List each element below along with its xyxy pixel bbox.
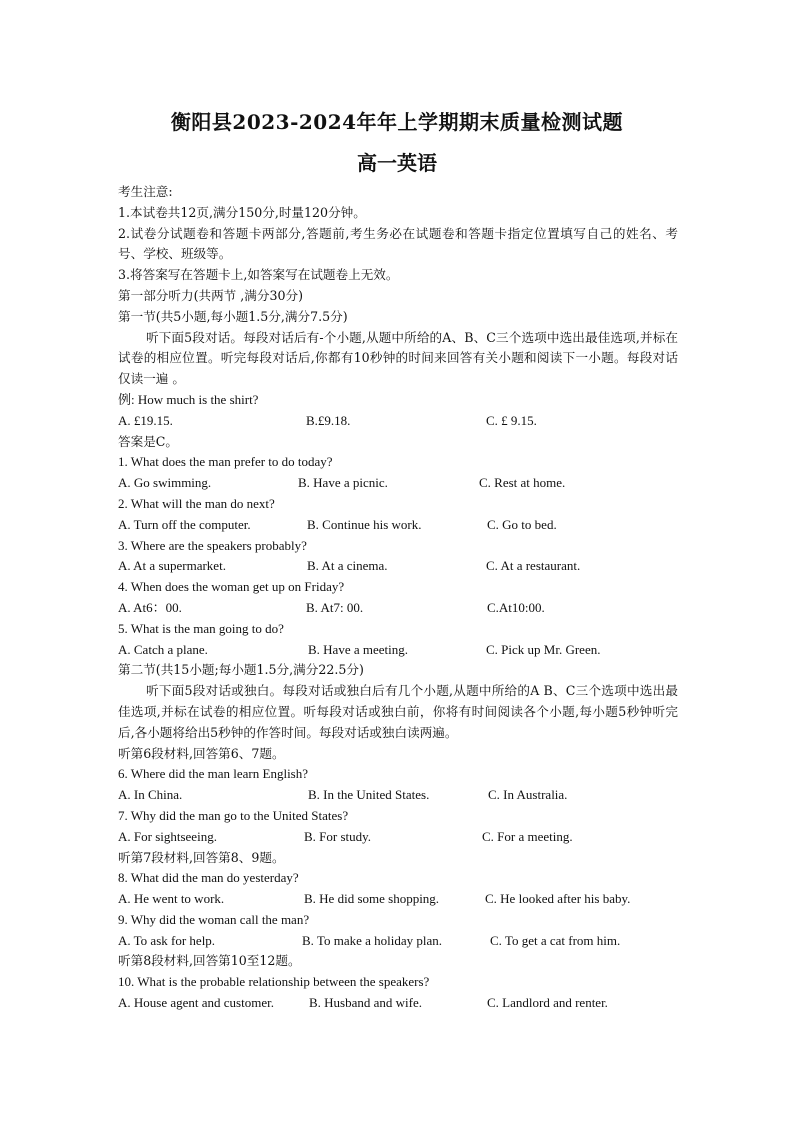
question-options [118, 931, 678, 952]
question-options [118, 515, 678, 536]
option-b: B. Have a meeting. [308, 641, 408, 657]
section1-instructions: 听下面5段对话。每段对话后有-个小题,从题中所给的A、B、C三个选项中选出最佳选项,并标在试卷的相应位置。听完每段对话后,你都有10秒钟的时间来回答有关小题和阅读下一小题。每段对话仅读一遍 。 [118, 329, 678, 387]
question-options [118, 640, 678, 661]
exam-subject: 高一英语 [357, 151, 437, 175]
section2-heading: 第二节(共15小题;每小题1.5分,满分22.5分) [118, 662, 364, 678]
option-b: B. Continue his work. [307, 516, 422, 532]
question-text: 10. What is the probable relationship between the speakers? [118, 974, 430, 990]
option-b: B. At a cinema. [307, 558, 388, 574]
example-answer: 答案是C。 [118, 433, 179, 449]
question-text: 1. What does the man prefer to do today? [118, 454, 333, 470]
question-options [118, 993, 678, 1014]
option-a: A. At6：00. [118, 599, 182, 615]
option-c: C. At a restaurant. [486, 558, 581, 574]
group-label: 听第6段材料,回答第6、7题。 [118, 745, 285, 761]
option-a: A. For sightseeing. [118, 828, 217, 844]
question-options [118, 827, 678, 848]
section2-instructions: 听下面5段对话或独白。每段对话或独白后有几个小题,从题中所给的A B、C三个选项中选出最佳选项,并标在试卷的相应位置。听每段对话或独白前，你将有时间阅读各个小题,每小题5秒钟听完后,各小题将给出5秒钟的作答时间。每段对话或独白读两遍。 [118, 683, 678, 740]
option-c: C.At10:00. [487, 599, 545, 615]
notice-item: 1.本试卷共12页,满分150分,时量120分钟。 [118, 204, 366, 220]
question-options [118, 785, 678, 806]
option-c: C. For a meeting. [482, 828, 573, 844]
notice-heading: 考生注意: [118, 184, 173, 199]
option-c: C. Rest at home. [479, 475, 566, 491]
question-text: 6. Where did the man learn English? [118, 766, 309, 782]
option-b: B. In the United States. [308, 787, 430, 803]
group-label: 听第7段材料,回答第8、9题。 [118, 849, 285, 865]
option-b: B. He did some shopping. [304, 891, 440, 907]
question-text: 7. Why did the man go to the United States? [118, 807, 349, 823]
notice-item: 3.将答案写在答题卡上,如答案写在试题卷上无效。 [118, 267, 399, 283]
option-a: A. £19.15. [118, 412, 173, 428]
question-options [118, 556, 678, 577]
question-text: 8. What did the man do yesterday? [118, 870, 299, 886]
question-text: 4. When does the woman get up on Friday? [118, 579, 345, 595]
option-b: B. To make a holiday plan. [302, 932, 443, 948]
option-c: C. Landlord and renter. [487, 995, 608, 1011]
question-options [118, 889, 678, 910]
option-a: A. Catch a plane. [118, 641, 208, 657]
question-text: 5. What is the man going to do? [118, 620, 284, 636]
option-c: C. Go to bed. [487, 516, 557, 532]
exam-title: 衡阳县2023-2024年年上学期期末质量检测试题 [170, 110, 624, 134]
question-options [118, 598, 678, 619]
example-question: 例: How much is the shirt? [118, 391, 259, 407]
option-b: B. At7: 00. [306, 599, 364, 615]
section1-heading: 第一节(共5小题,每小题1.5分,满分7.5分) [118, 308, 348, 324]
option-a: A. House agent and customer. [118, 995, 274, 1011]
option-c: C. Pick up Mr. Green. [486, 641, 601, 657]
option-c: C. He looked after his baby. [485, 891, 631, 907]
option-a: A. Turn off the computer. [118, 516, 251, 532]
option-c: C. In Australia. [488, 787, 568, 803]
option-a: A. At a supermarket. [118, 558, 226, 574]
option-b: B. For study. [304, 828, 372, 844]
option-a: A. Go swimming. [118, 475, 212, 491]
question-options [118, 473, 678, 494]
group-label: 听第8段材料,回答第10至12题。 [118, 953, 301, 969]
option-a: A. In China. [118, 787, 183, 803]
option-c: C. £ 9.15. [486, 412, 537, 428]
option-a: A. He went to work. [118, 891, 225, 907]
example-options [118, 411, 678, 432]
option-b: B. Have a picnic. [298, 475, 388, 491]
part1-heading: 第一部分听力(共两节 ,满分30分) [118, 287, 303, 303]
option-b: B.£9.18. [306, 412, 351, 428]
question-text: 9. Why did the woman call the man? [118, 911, 310, 927]
question-text: 2. What will the man do next? [118, 495, 275, 511]
option-c: C. To get a cat from him. [490, 932, 621, 948]
notice-item: 2.试卷分试题卷和答题卡两部分,答题前,考生务必在试题卷和答题卡指定位置填写自己的姓名、考号、学校、班级等。 [118, 225, 678, 262]
option-b: B. Husband and wife. [309, 995, 423, 1011]
question-text: 3. Where are the speakers probably? [118, 537, 307, 553]
option-a: A. To ask for help. [118, 932, 216, 948]
exam-content [118, 182, 678, 1014]
